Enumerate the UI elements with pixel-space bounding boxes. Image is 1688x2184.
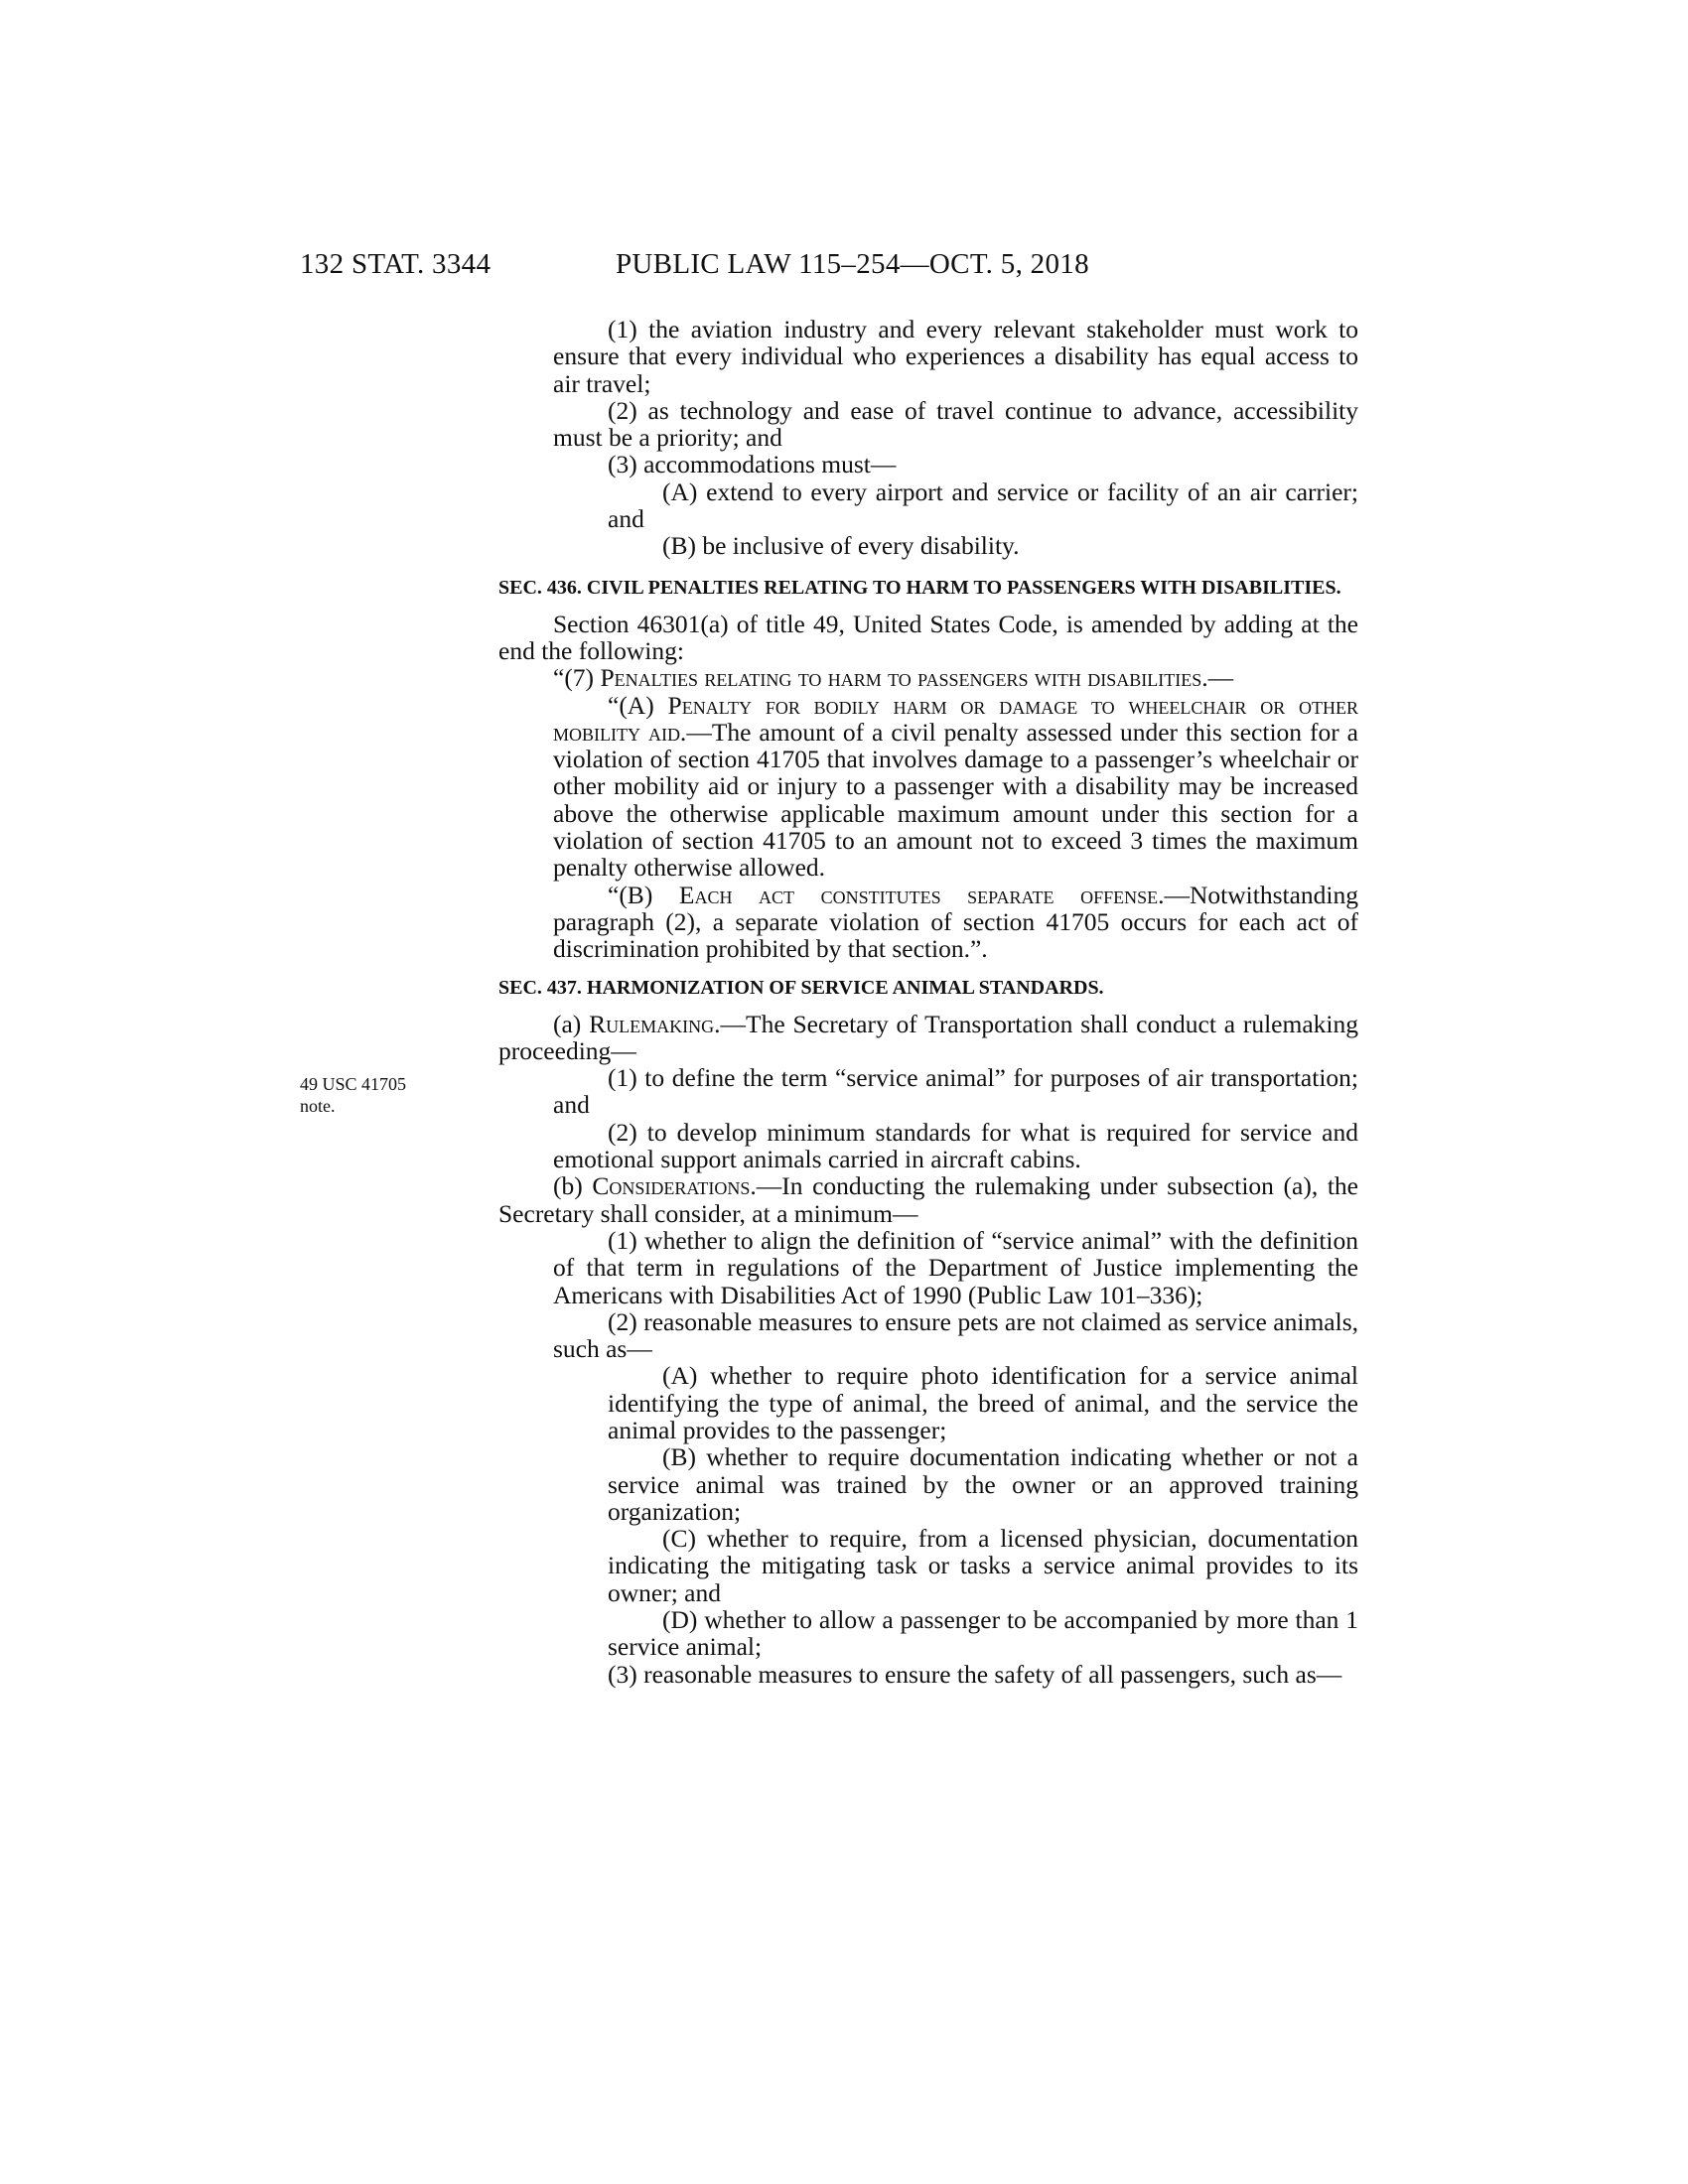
margin-note-label: note. — [300, 1096, 336, 1116]
paragraph-7-number: “(7) — [553, 663, 601, 693]
section-436-heading: SEC. 436. CIVIL PENALTIES RELATING TO HARM TO PASSENGERS WITH DISABILITIES. — [498, 576, 1341, 599]
document-body — [498, 316, 1358, 1688]
paragraph-3: (3) accommodations must— — [608, 450, 897, 479]
subparagraph-b-text: —Notwithstanding paragraph (2), a separate violation of section 41705 occurs for each act of discrimination prohibited by that section.”. — [553, 880, 1359, 964]
subparagraph-a-title: Penalty for bodily harm or damage to wheelchair or other mobility aid. — [553, 690, 1359, 747]
subsection-b-paragraph-2: (2) reasonable measures to ensure pets are not claimed as service animals, such as— — [553, 1306, 1358, 1364]
statute-citation: 132 STAT. 3344 — [300, 248, 492, 280]
subparagraph-a-text: —The amount of a civil penalty assessed under this section for a violation of section 41705 that involves damage to a passenger’s wheelchair or other mobility aid or injury to a passenger with a disability may be increased above the otherwise applicable maximum amount under this section for a violation of section 41705 to an amount not to exceed 3 times the maximum penalty otherwise allowed. — [553, 717, 1358, 883]
section-437-subsection-a — [498, 1011, 1358, 1065]
subsection-b-paragraph-1: (1) whether to align the definition of “service animal” with the definition of that term in regulations of the Department of Justice implementing the Americans with Disabilities Act of 1990 (Public Law 101–336); — [553, 1225, 1358, 1309]
subsection-b-text: —In conducting the rulemaking under subsection (a), the Secretary shall consider, at a minimum— — [498, 1171, 1358, 1228]
margin-note-citation: 49 USC 41705 — [300, 1074, 407, 1094]
subsection-b-subparagraph-d: (D) whether to allow a passenger to be accompanied by more than 1 service animal; — [608, 1605, 1358, 1662]
section-436-paragraph-7 — [498, 664, 1358, 691]
page-header — [0, 248, 1688, 288]
subsection-a-title: Rulemaking. — [589, 1009, 721, 1038]
section-437-heading: SEC. 437. HARMONIZATION OF SERVICE ANIMAL STANDARDS. — [498, 976, 1104, 999]
subparagraph-b-title: Each act constitutes separate offense. — [678, 880, 1165, 909]
section-436-subparagraph-b — [498, 882, 1358, 963]
subsection-b-subparagraph-b: (B) whether to require documentation indicating whether or not a service animal was trained by the owner or an approved training organization; — [608, 1442, 1358, 1526]
subparagraph-b-number: “(B) — [608, 880, 679, 909]
subsection-b-subparagraph-a: (A) whether to require photo identification for a service animal identifying the type of animal, the breed of animal, and the service the animal provides to the passenger; — [608, 1361, 1358, 1444]
section-437-subsection-b — [498, 1172, 1358, 1227]
paragraph-7-dash: — — [1207, 663, 1234, 693]
subsection-b-subparagraph-c: (C) whether to require, from a licensed physician, documentation indicating the mitigating task or tasks a service animal provides to its owner; and — [608, 1524, 1358, 1607]
paragraph-1: (1) the aviation industry and every relevant stakeholder must work to ensure that every individual who experiences a disability has equal access to air travel; — [553, 315, 1358, 398]
subparagraph-a-number: “(A) — [608, 690, 668, 720]
paragraph-7-title: Penalties relating to harm to passengers with disabilities. — [600, 663, 1208, 693]
subsection-a-number: (a) — [553, 1009, 590, 1038]
subparagraph-3a: (A) extend to every airport and service or facility of an air carrier; and — [608, 477, 1358, 534]
section-436-amendment: Section 46301(a) of title 49, United States Code, is amended by adding at the end the following: — [498, 609, 1358, 665]
section-436-subparagraph-a — [498, 692, 1358, 882]
subsection-a-text: —The Secretary of Transportation shall conduct a rulemaking proceeding— — [498, 1009, 1358, 1065]
subsection-b-title: Considerations. — [592, 1171, 757, 1201]
paragraph-2: (2) as technology and ease of travel continue to advance, accessibility must be a priority; and — [553, 395, 1358, 453]
subsection-a-paragraph-1: (1) to define the term “service animal” for purposes of air transportation; and — [553, 1063, 1358, 1120]
subsection-b-paragraph-3: (3) reasonable measures to ensure the safety of all passengers, such as— — [608, 1659, 1342, 1689]
subsection-a-paragraph-2: (2) to develop minimum standards for what is required for service and emotional support animals carried in aircraft cabins. — [553, 1117, 1358, 1174]
subsection-b-number: (b) — [553, 1171, 593, 1201]
public-law-title: PUBLIC LAW 115–254—OCT. 5, 2018 — [616, 248, 1089, 280]
subparagraph-3b: (B) be inclusive of every disability. — [662, 531, 1020, 561]
margin-note — [300, 1073, 406, 1117]
